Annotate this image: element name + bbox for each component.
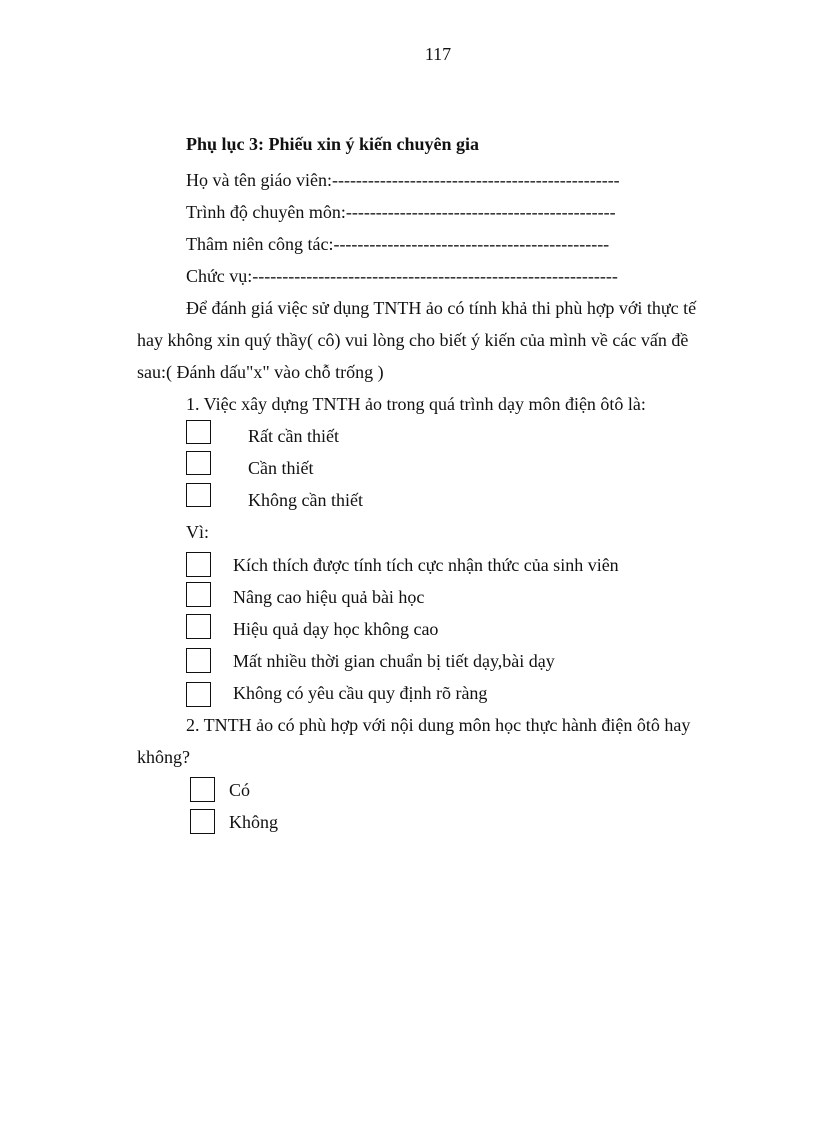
answer-label: Có	[229, 780, 251, 800]
page-number: 117	[424, 44, 452, 64]
reason-label-text: Hiệu quả dạy học không cao	[233, 619, 439, 639]
position-field[interactable]: Chức vụ:-------------------------------------------------------------	[186, 266, 618, 286]
intro-line-3: sau:( Đánh dấu"x" vào chỗ trống )	[137, 362, 384, 382]
option-label: Rất cần thiết	[248, 426, 339, 446]
reason-checkbox[interactable]	[186, 614, 211, 639]
option-checkbox[interactable]	[186, 451, 211, 475]
answer-checkbox[interactable]	[190, 809, 215, 834]
answer-checkbox[interactable]	[190, 777, 215, 802]
question-2-line-1: 2. TNTH ảo có phù hợp với nội dung môn học thực hành điện ôtô hay	[186, 715, 691, 735]
option-checkbox[interactable]	[186, 420, 211, 444]
qualification-field[interactable]: Trình độ chuyên môn:---------------------------------------------	[186, 202, 616, 222]
reason-checkbox[interactable]	[186, 582, 211, 607]
option-checkbox[interactable]	[186, 483, 211, 507]
appendix-heading: Phụ lục 3: Phiếu xin ý kiến chuyên gia	[186, 134, 480, 154]
reason-label-text: Không có yêu cầu quy định rõ ràng	[233, 683, 488, 703]
question-2-line-2: không?	[137, 747, 190, 767]
question-1-text: 1. Việc xây dựng TNTH ảo trong quá trình dạy môn điện ôtô là:	[186, 394, 646, 414]
reason-label-text: Nâng cao hiệu quả bài học	[233, 587, 425, 607]
seniority-field[interactable]: Thâm niên công tác:----------------------------------------------	[186, 234, 610, 254]
reason-label-text: Mất nhiều thời gian chuẩn bị tiết dạy,bài dạy	[233, 651, 555, 671]
reason-checkbox[interactable]	[186, 552, 211, 577]
intro-line-1: Để đánh giá việc sử dụng TNTH ảo có tính khả thi phù hợp với thực tế	[186, 298, 697, 318]
teacher-name-field[interactable]: Họ và tên giáo viên:------------------------------------------------	[186, 170, 620, 190]
option-label: Không cần thiết	[248, 490, 363, 510]
reason-checkbox[interactable]	[186, 682, 211, 707]
intro-line-2: hay không xin quý thầy( cô) vui lòng cho biết ý kiến của mình về các vấn đề	[137, 330, 689, 350]
reason-label-text: Kích thích được tính tích cực nhận thức của sinh viên	[233, 555, 619, 575]
option-label: Cần thiết	[248, 458, 314, 478]
reason-label: Vì:	[186, 522, 210, 542]
reason-checkbox[interactable]	[186, 648, 211, 673]
answer-label: Không	[229, 812, 278, 832]
